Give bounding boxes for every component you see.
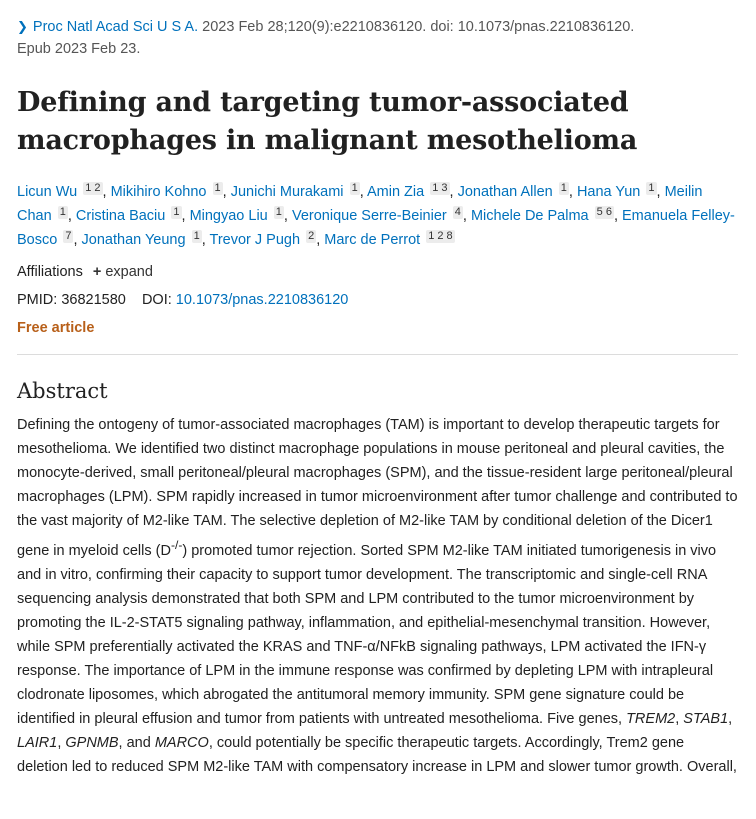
affiliation-number[interactable]: 2 xyxy=(308,230,315,242)
author-separator: , xyxy=(67,208,76,224)
author-separator: , xyxy=(359,184,367,200)
author-link[interactable]: Amin Zia xyxy=(366,184,425,200)
journal-link[interactable]: Proc Natl Acad Sci U S A. xyxy=(32,19,199,35)
pmid-label: PMID: xyxy=(17,292,58,308)
pmid-value: 36821580 xyxy=(61,292,126,308)
affiliation-number[interactable]: 7 xyxy=(65,230,72,242)
author-link[interactable]: Michele De Palma xyxy=(470,208,589,224)
affiliation-number[interactable]: 1 xyxy=(560,182,567,194)
abstract-part-2: ) promoted tumor rejection. Sorted SPM M2-like TAM initiated tumorigenesis in vivo and in vitro, confirming their capacity to support tumor development. The transcriptomic and single-cell RNA sequencing analysis demonstrated that both SPM and LPM contributed to the tumor microenvironment by promoting the IL-2-STAT5 signaling pathway, inflammation, and epithelial-mesenchymal transition. However, while SPM preferentially activated the KRAS and TNF-α/NFkB signaling pathways, LPM activated the IFN-γ response. The importance of LPM in the immune response was confirmed by depleting LPM with intrapleural clodronate liposomes, which abrogated the antitumoral memory immunity. SPM gene signature could be identified in pleural effusion and tumor from patients with untreated mesothelioma. Five genes, xyxy=(17,542,717,727)
abstract-superscript: -/- xyxy=(170,538,183,552)
abstract-part-3: , could potentially be specific therapeutic targets. Accordingly, Trem2 gene deletion led to reduced SPM M2-like TAM with compensatory increase in LPM and slower tumor growth. Overall, xyxy=(17,734,737,775)
author-link[interactable]: Hana Yun xyxy=(576,184,641,200)
author-item xyxy=(367,184,450,200)
author-link[interactable]: Veronique Serre-Beinier xyxy=(291,208,447,224)
gene-name: MARCO xyxy=(154,734,209,751)
gene-name: GPNMB xyxy=(65,734,119,751)
author-link[interactable]: Cristina Baciu xyxy=(75,208,166,224)
author-separator: , xyxy=(222,184,231,200)
gene-name: LAIR1 xyxy=(17,734,58,751)
author-item xyxy=(111,184,223,200)
author-item xyxy=(577,184,657,200)
author-separator: , xyxy=(462,208,471,224)
author-item xyxy=(76,208,182,224)
author-link[interactable]: Meilin Chan xyxy=(17,184,703,224)
affiliation-number[interactable]: 1 xyxy=(193,230,200,242)
author-link[interactable]: Emanuela Felley-Bosco xyxy=(17,208,735,248)
affiliation-number[interactable]: 1 xyxy=(59,206,66,218)
free-article-badge: Free article xyxy=(17,320,95,336)
affiliation-number[interactable]: 1 xyxy=(275,206,282,218)
author-item xyxy=(17,184,103,200)
author-link[interactable]: Junichi Murakami xyxy=(230,184,344,200)
author-item xyxy=(324,232,454,248)
affiliation-number[interactable]: 4 xyxy=(454,206,461,218)
author-link[interactable]: Trevor J Pugh xyxy=(209,232,301,248)
citation xyxy=(17,16,738,60)
affiliation-number[interactable]: 1 xyxy=(648,182,655,194)
citation-epub: Epub 2023 Feb 23. xyxy=(17,41,141,57)
affiliation-number[interactable]: 1 3 xyxy=(432,182,448,194)
author-separator: , xyxy=(316,232,325,248)
doi-link[interactable]: 10.1073/pnas.2210836120 xyxy=(175,292,349,308)
author-list xyxy=(17,180,738,252)
author-link[interactable]: Jonathan Yeung xyxy=(81,232,186,248)
abstract-part-1: Defining the ontogeny of tumor-associated macrophages (TAM) is important to develop therapeutic targets for mesothelioma. We identified two distinct macrophage populations in mouse peritoneal and pleural cavities, the monocyte-derived, small peritoneal/pleural macrophages (SPM), and the tissue-resident large peritoneal/pleural macrophages (LPM). SPM rapidly increased in tumor microenvironment after tumor challenge and contributed to the vast majority of M2-like TAM. The selective depletion of M2-like TAM by conditional deletion of the Dicer1 gene in myeloid cells (D xyxy=(17,417,738,559)
chevron-right-icon: ❯ xyxy=(17,19,28,34)
citation-details: 2023 Feb 28;120(9):e2210836120. doi: 10.1073/pnas.2210836120. xyxy=(202,19,635,35)
affiliation-number[interactable]: 1 xyxy=(173,206,180,218)
author-item xyxy=(210,232,317,248)
affiliation-number[interactable]: 1 2 xyxy=(85,182,101,194)
affiliations-row xyxy=(17,260,738,284)
expand-label: expand xyxy=(105,264,153,280)
author-link[interactable]: Mingyao Liu xyxy=(189,208,268,224)
plus-icon: + xyxy=(92,264,102,280)
affiliation-number[interactable]: 1 xyxy=(351,182,358,194)
author-separator: , xyxy=(449,184,458,200)
author-link[interactable]: Licun Wu xyxy=(17,184,78,200)
divider xyxy=(17,354,738,355)
author-item xyxy=(82,232,202,248)
affiliations-label: Affiliations xyxy=(17,264,83,280)
author-separator: , xyxy=(73,232,82,248)
article-title: Defining and targeting tumor-associated macrophages in malignant mesothelioma xyxy=(17,87,638,156)
affiliation-number[interactable]: 1 xyxy=(214,182,221,194)
author-link[interactable]: Jonathan Allen xyxy=(457,184,553,200)
expand-affiliations-button[interactable] xyxy=(93,264,153,280)
author-item xyxy=(190,208,284,224)
author-separator: , xyxy=(181,208,190,224)
author-separator: , xyxy=(613,208,623,224)
identifiers xyxy=(17,288,738,312)
gene-name: STAB1 xyxy=(683,710,729,727)
author-separator: , xyxy=(568,184,577,200)
abstract-and: , and xyxy=(118,734,155,751)
author-item xyxy=(471,208,614,224)
affiliation-number[interactable]: 1 2 8 xyxy=(428,230,453,242)
author-link[interactable]: Marc de Perrot xyxy=(324,232,421,248)
author-item xyxy=(292,208,463,224)
abstract-heading: Abstract xyxy=(17,379,108,403)
author-separator: , xyxy=(283,208,292,224)
author-separator: , xyxy=(656,184,665,200)
gene-name: TREM2 xyxy=(626,710,676,727)
author-separator: , xyxy=(201,232,210,248)
author-item xyxy=(458,184,569,200)
doi-label: DOI: xyxy=(141,292,172,308)
author-separator: , xyxy=(102,184,111,200)
author-link[interactable]: Mikihiro Kohno xyxy=(110,184,207,200)
author-item xyxy=(231,184,360,200)
affiliation-number[interactable]: 5 6 xyxy=(596,206,612,218)
abstract-text: Defining the ontogeny of tumor-associated macrophages (TAM) is important to develop therapeutic targets for mesothelioma. We identified two distinct macrophage populations in mouse peritoneal and pleural cavities, the monocyte-derived, small peritoneal/pleural macrophages (SPM), and the tissue-resident large peritoneal/pleural macrophages (LPM). SPM rapidly increased in tumor microenvironment after tumor challenge and contributed to the vast majority of M2-like TAM. The selective depletion of M2-like TAM by conditional deletion of the Dicer1 gene in myeloid cells (D-/-) promoted tumor rejection. Sorted SPM M2-like TAM initiated tumorigenesis in vivo and in vitro, confirming their capacity to support tumor development. The transcriptomic and single-cell RNA sequencing analysis demonstrated that both SPM and LPM contributed to the tumor microenvironment by promoting the IL-2-STAT5 signaling pathway, inflammation, and epithelial-mesenchymal transition. However, while SPM preferentially activated the KRAS and TNF-α/NFkB signaling pathways, LPM activated the IFN-γ response. The importance of LPM in the immune response was confirmed by depleting LPM with intrapleural clodronate liposomes, which abrogated the antitumoral memory immunity. SPM gene signature could be identified in pleural effusion and tumor from patients with untreated mesothelioma. Five genes, TREM2, STAB1, LAIR1, GPNMB, and MARCO, could potentially be specific therapeutic targets. Accordingly, Trem2 gene deletion led to reduced SPM M2-like TAM with compensatory increase in LPM and slower tumor growth. Overall, xyxy=(17,417,738,775)
